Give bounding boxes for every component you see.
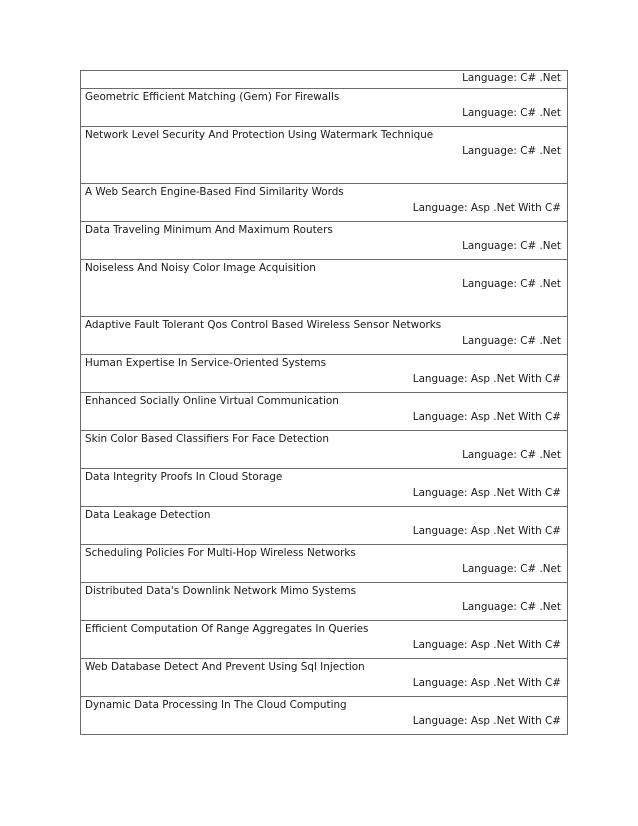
table-row <box>81 659 567 697</box>
project-language: Language: C# .Net <box>462 449 561 461</box>
table-row <box>81 393 567 431</box>
project-title: Scheduling Policies For Multi-Hop Wireless Networks <box>85 547 356 559</box>
table-row <box>81 71 567 89</box>
project-title: Data Leakage Detection <box>85 509 211 521</box>
project-title: Dynamic Data Processing In The Cloud Computing <box>85 699 347 711</box>
project-language: Language: Asp .Net With C# <box>412 487 561 499</box>
project-language: Language: C# .Net <box>462 107 561 119</box>
project-language: Language: Asp .Net With C# <box>412 525 561 537</box>
project-language: Language: Asp .Net With C# <box>412 715 561 727</box>
project-title: Efficient Computation Of Range Aggregates In Queries <box>85 623 369 635</box>
project-title: Adaptive Fault Tolerant Qos Control Based Wireless Sensor Networks <box>85 319 442 331</box>
table-row <box>81 317 567 355</box>
project-language: Language: Asp .Net With C# <box>412 411 561 423</box>
project-title: Noiseless And Noisy Color Image Acquisition <box>85 262 316 274</box>
project-language: Language: C# .Net <box>462 278 561 290</box>
project-list-table <box>80 70 568 735</box>
project-language: Language: Asp .Net With C# <box>412 373 561 385</box>
project-language: Language: Asp .Net With C# <box>412 202 561 214</box>
project-language: Language: C# .Net <box>462 601 561 613</box>
table-row <box>81 621 567 659</box>
table-row <box>81 127 567 184</box>
table-row <box>81 469 567 507</box>
project-language: Language: Asp .Net With C# <box>412 677 561 689</box>
project-language: Language: C# .Net <box>462 335 561 347</box>
table-row <box>81 260 567 317</box>
table-row <box>81 697 567 735</box>
project-language: Language: C# .Net <box>462 240 561 252</box>
table-row <box>81 545 567 583</box>
project-title: Distributed Data's Downlink Network Mimo Systems <box>85 585 357 597</box>
table-row <box>81 583 567 621</box>
table-row <box>81 507 567 545</box>
table-row <box>81 355 567 393</box>
project-title: Network Level Security And Protection Using Watermark Technique <box>85 129 434 141</box>
project-title: A Web Search Engine-Based Find Similarity Words <box>85 186 344 198</box>
project-title: Data Integrity Proofs In Cloud Storage <box>85 471 283 483</box>
project-language: Language: C# .Net <box>462 145 561 157</box>
table-row <box>81 184 567 222</box>
project-language: Language: C# .Net <box>462 563 561 575</box>
project-title: Skin Color Based Classifiers For Face Detection <box>85 433 329 445</box>
table-row <box>81 431 567 469</box>
table-row <box>81 89 567 127</box>
project-language: Language: Asp .Net With C# <box>412 639 561 651</box>
project-language: Language: C# .Net <box>462 72 561 84</box>
project-title: Geometric Efficient Matching (Gem) For Firewalls <box>85 91 340 103</box>
project-title: Web Database Detect And Prevent Using Sql Injection <box>85 661 365 673</box>
project-title: Data Traveling Minimum And Maximum Routers <box>85 224 333 236</box>
project-title: Enhanced Socially Online Virtual Communication <box>85 395 339 407</box>
project-title: Human Expertise In Service-Oriented Systems <box>85 357 327 369</box>
table-row <box>81 222 567 260</box>
